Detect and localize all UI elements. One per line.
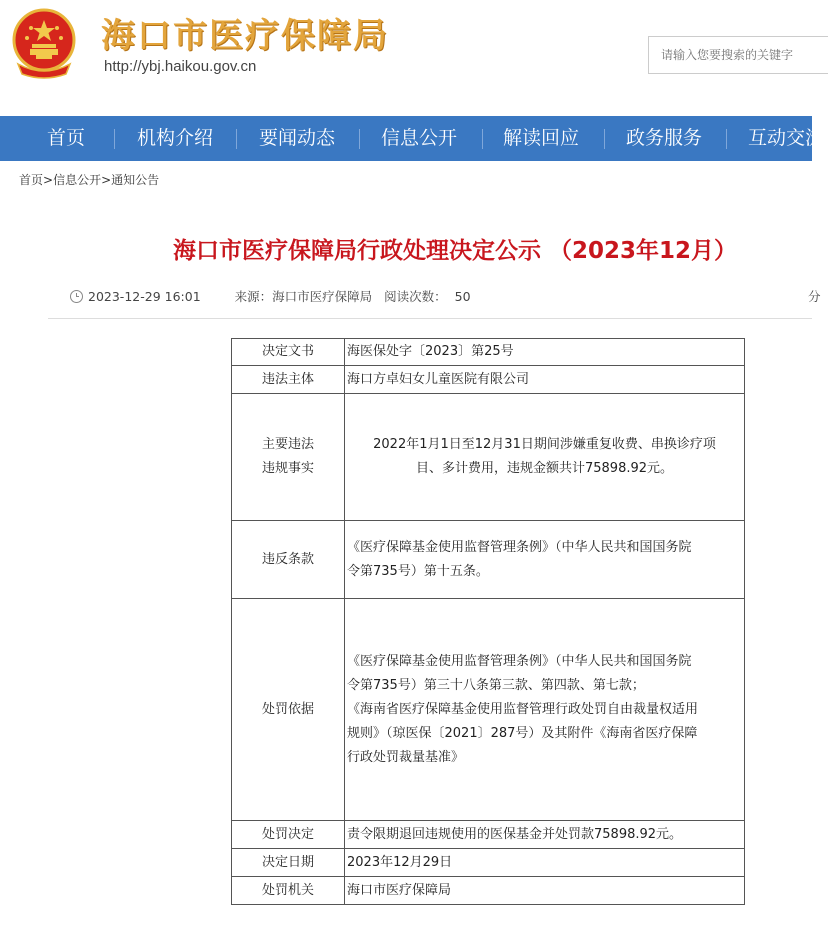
table-row — [232, 877, 745, 905]
article-meta — [70, 287, 471, 305]
table-row — [232, 366, 745, 394]
table-value: 海口方卓妇女儿童医院有限公司 — [345, 366, 745, 394]
nav-divider — [726, 129, 727, 149]
nav-divider — [604, 129, 605, 149]
publish-date: 2023-12-29 16:01 — [88, 289, 201, 304]
breadcrumb-separator: > — [101, 173, 112, 187]
table-row — [232, 394, 745, 521]
divider — [48, 318, 812, 319]
table-label: 决定文书 — [232, 339, 345, 366]
table-value-line: 《海南省医疗保障基金使用监督管理行政处罚自由裁量权适用 — [347, 701, 699, 717]
nav-divider — [236, 129, 237, 149]
table-value-line: 令第735号）第十五条。 — [347, 563, 489, 579]
nav-item-info-disclosure[interactable]: 信息公开 — [381, 127, 458, 149]
nav-item-home[interactable]: 首页 — [47, 127, 86, 149]
table-label-line: 主要违法 — [261, 437, 314, 452]
nav-item-interpretation[interactable]: 解读回应 — [503, 127, 580, 149]
source-label: 来源： — [234, 289, 273, 304]
table-value-line: 2022年1月1日至12月31日期间涉嫌重复收费、串换诊疗项 — [373, 437, 716, 452]
site-header — [0, 0, 812, 116]
breadcrumb-separator: > — [43, 173, 54, 187]
article-title: 海口市医疗保障局行政处理决定公示 （2023年12月） — [173, 238, 738, 264]
site-title[interactable]: 海口市医疗保障局 — [101, 16, 389, 56]
site-url[interactable]: http://ybj.haikou.gov.cn — [104, 58, 257, 75]
source-value: 海口市医疗保障局 — [272, 289, 373, 304]
nav-item-services[interactable]: 政务服务 — [626, 127, 703, 149]
table-row — [232, 339, 745, 366]
nav-divider — [359, 129, 360, 149]
table-row — [232, 821, 745, 849]
table-row — [232, 849, 745, 877]
table-value — [345, 599, 745, 821]
table-value-line: 令第735号）第三十八条第三款、第四款、第七款； — [347, 677, 645, 693]
main-nav — [0, 116, 825, 161]
table-value-line: 目、多计费用，违规金额共计75898.92元。 — [415, 461, 674, 476]
nav-item-about[interactable]: 机构介绍 — [137, 127, 214, 149]
views-count: 50 — [454, 289, 471, 304]
table-label: 违反条款 — [232, 521, 345, 599]
breadcrumb-home[interactable]: 首页 — [19, 173, 44, 187]
table-value-line: 《医疗保障基金使用监督管理条例》（中华人民共和国国务院 — [347, 653, 692, 669]
table-label: 处罚决定 — [232, 821, 345, 849]
table-label: 处罚机关 — [232, 877, 345, 905]
table-label: 决定日期 — [232, 849, 345, 877]
table-label-line: 违规事实 — [261, 461, 314, 476]
share-label: 分 — [808, 289, 821, 304]
table-row — [232, 599, 745, 821]
table-label — [232, 394, 345, 521]
nav-divider — [114, 129, 115, 149]
table-label: 处罚依据 — [232, 599, 345, 821]
table-value — [345, 521, 745, 599]
search-input[interactable] — [648, 36, 828, 74]
table-value: 2023年12月29日 — [345, 849, 745, 877]
breadcrumb-notices[interactable]: 通知公告 — [111, 173, 160, 187]
breadcrumb-info-disclosure[interactable]: 信息公开 — [53, 173, 102, 187]
nav-divider — [482, 129, 483, 149]
breadcrumb — [19, 171, 159, 188]
table-value: 海医保处字〔2023〕第25号 — [345, 339, 745, 366]
national-emblem-icon — [12, 6, 76, 82]
table-value — [345, 394, 745, 521]
nav-item-interaction[interactable]: 互动交流 — [748, 127, 825, 149]
views-label: 阅读次数： — [384, 289, 447, 304]
table-value: 责令限期退回违规使用的医保基金并处罚款75898.92元。 — [345, 821, 745, 849]
clock-icon — [70, 290, 83, 303]
table-row — [232, 521, 745, 599]
table-value-line: 行政处罚裁量基准》 — [347, 749, 465, 765]
table-value: 海口市医疗保障局 — [345, 877, 745, 905]
table-value-line: 《医疗保障基金使用监督管理条例》（中华人民共和国国务院 — [347, 539, 692, 555]
table-label: 违法主体 — [232, 366, 345, 394]
decision-table — [231, 338, 745, 905]
table-value-line: 规则》（琼医保〔2021〕287号）及其附件《海南省医疗保障 — [347, 725, 698, 741]
nav-item-news[interactable]: 要闻动态 — [259, 127, 336, 149]
